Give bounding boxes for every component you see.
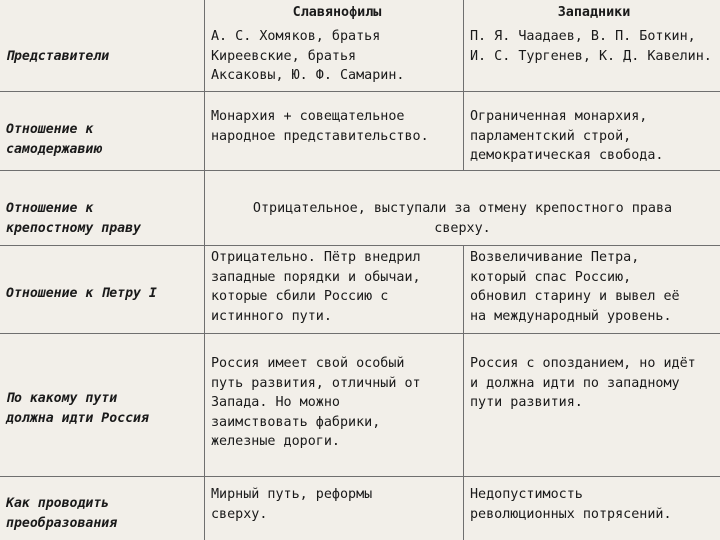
cell-representatives-westernizers: П. Я. Чаадаев, В. П. Боткин, И. С. Тургенев, К. Д. Кавелин. bbox=[470, 29, 712, 64]
cell-path-slavophiles: Россия имеет свой особый путь развития, отличный от Запада. Но можно заимствовать фабрики, железные дороги. bbox=[211, 356, 421, 449]
row-label-reforms: Как проводить преобразования bbox=[6, 496, 118, 531]
cell-serfdom-common: Отрицательное, выступали за отмену крепостного права сверху. bbox=[252, 201, 673, 236]
cell-peter-slavophiles: Отрицательно. Пётр внедрил западные порядки и обычаи, которые сбили Россию с истинного пути. bbox=[211, 250, 421, 324]
cell-autocracy-westernizers: Ограниченная монархия, парламентский строй, демократическая свобода. bbox=[470, 109, 664, 163]
cell-autocracy-slavophiles: Монархия + совещательное народное представительство. bbox=[211, 109, 429, 144]
cell-reforms-slavophiles: Мирный путь, реформы сверху. bbox=[211, 487, 373, 522]
row-label-path: По какому пути должна идти Россия bbox=[6, 391, 149, 426]
header-slavophiles: Славянофилы bbox=[292, 5, 382, 20]
row-label-serfdom: Отношение к крепостному праву bbox=[6, 201, 141, 236]
row-label-autocracy: Отношение к самодержавию bbox=[6, 122, 102, 157]
column-divider-2a bbox=[463, 0, 464, 170]
column-divider-2b bbox=[463, 245, 464, 540]
cell-path-westernizers: Россия с опозданием, но идёт и должна идти по западному пути развития. bbox=[470, 356, 696, 410]
row-label-peter: Отношение к Петру I bbox=[6, 286, 157, 301]
cell-peter-westernizers: Возвеличивание Петра, который спас Россию, обновил старину и вывел её на международный уровень. bbox=[470, 250, 680, 324]
header-westernizers: Западники bbox=[557, 5, 631, 20]
cell-reforms-westernizers: Недопустимость революционных потрясений. bbox=[470, 487, 672, 522]
row-divider-5 bbox=[0, 476, 720, 477]
row-divider-3 bbox=[0, 245, 720, 246]
row-divider-1 bbox=[0, 91, 720, 92]
row-divider-4 bbox=[0, 333, 720, 334]
row-label-representatives: Представители bbox=[6, 49, 110, 64]
cell-representatives-slavophiles: А. С. Хомяков, братья Киреевские, братья Аксаковы, Ю. Ф. Самарин. bbox=[211, 29, 405, 83]
row-divider-2 bbox=[0, 170, 720, 171]
column-divider-1 bbox=[204, 0, 205, 540]
